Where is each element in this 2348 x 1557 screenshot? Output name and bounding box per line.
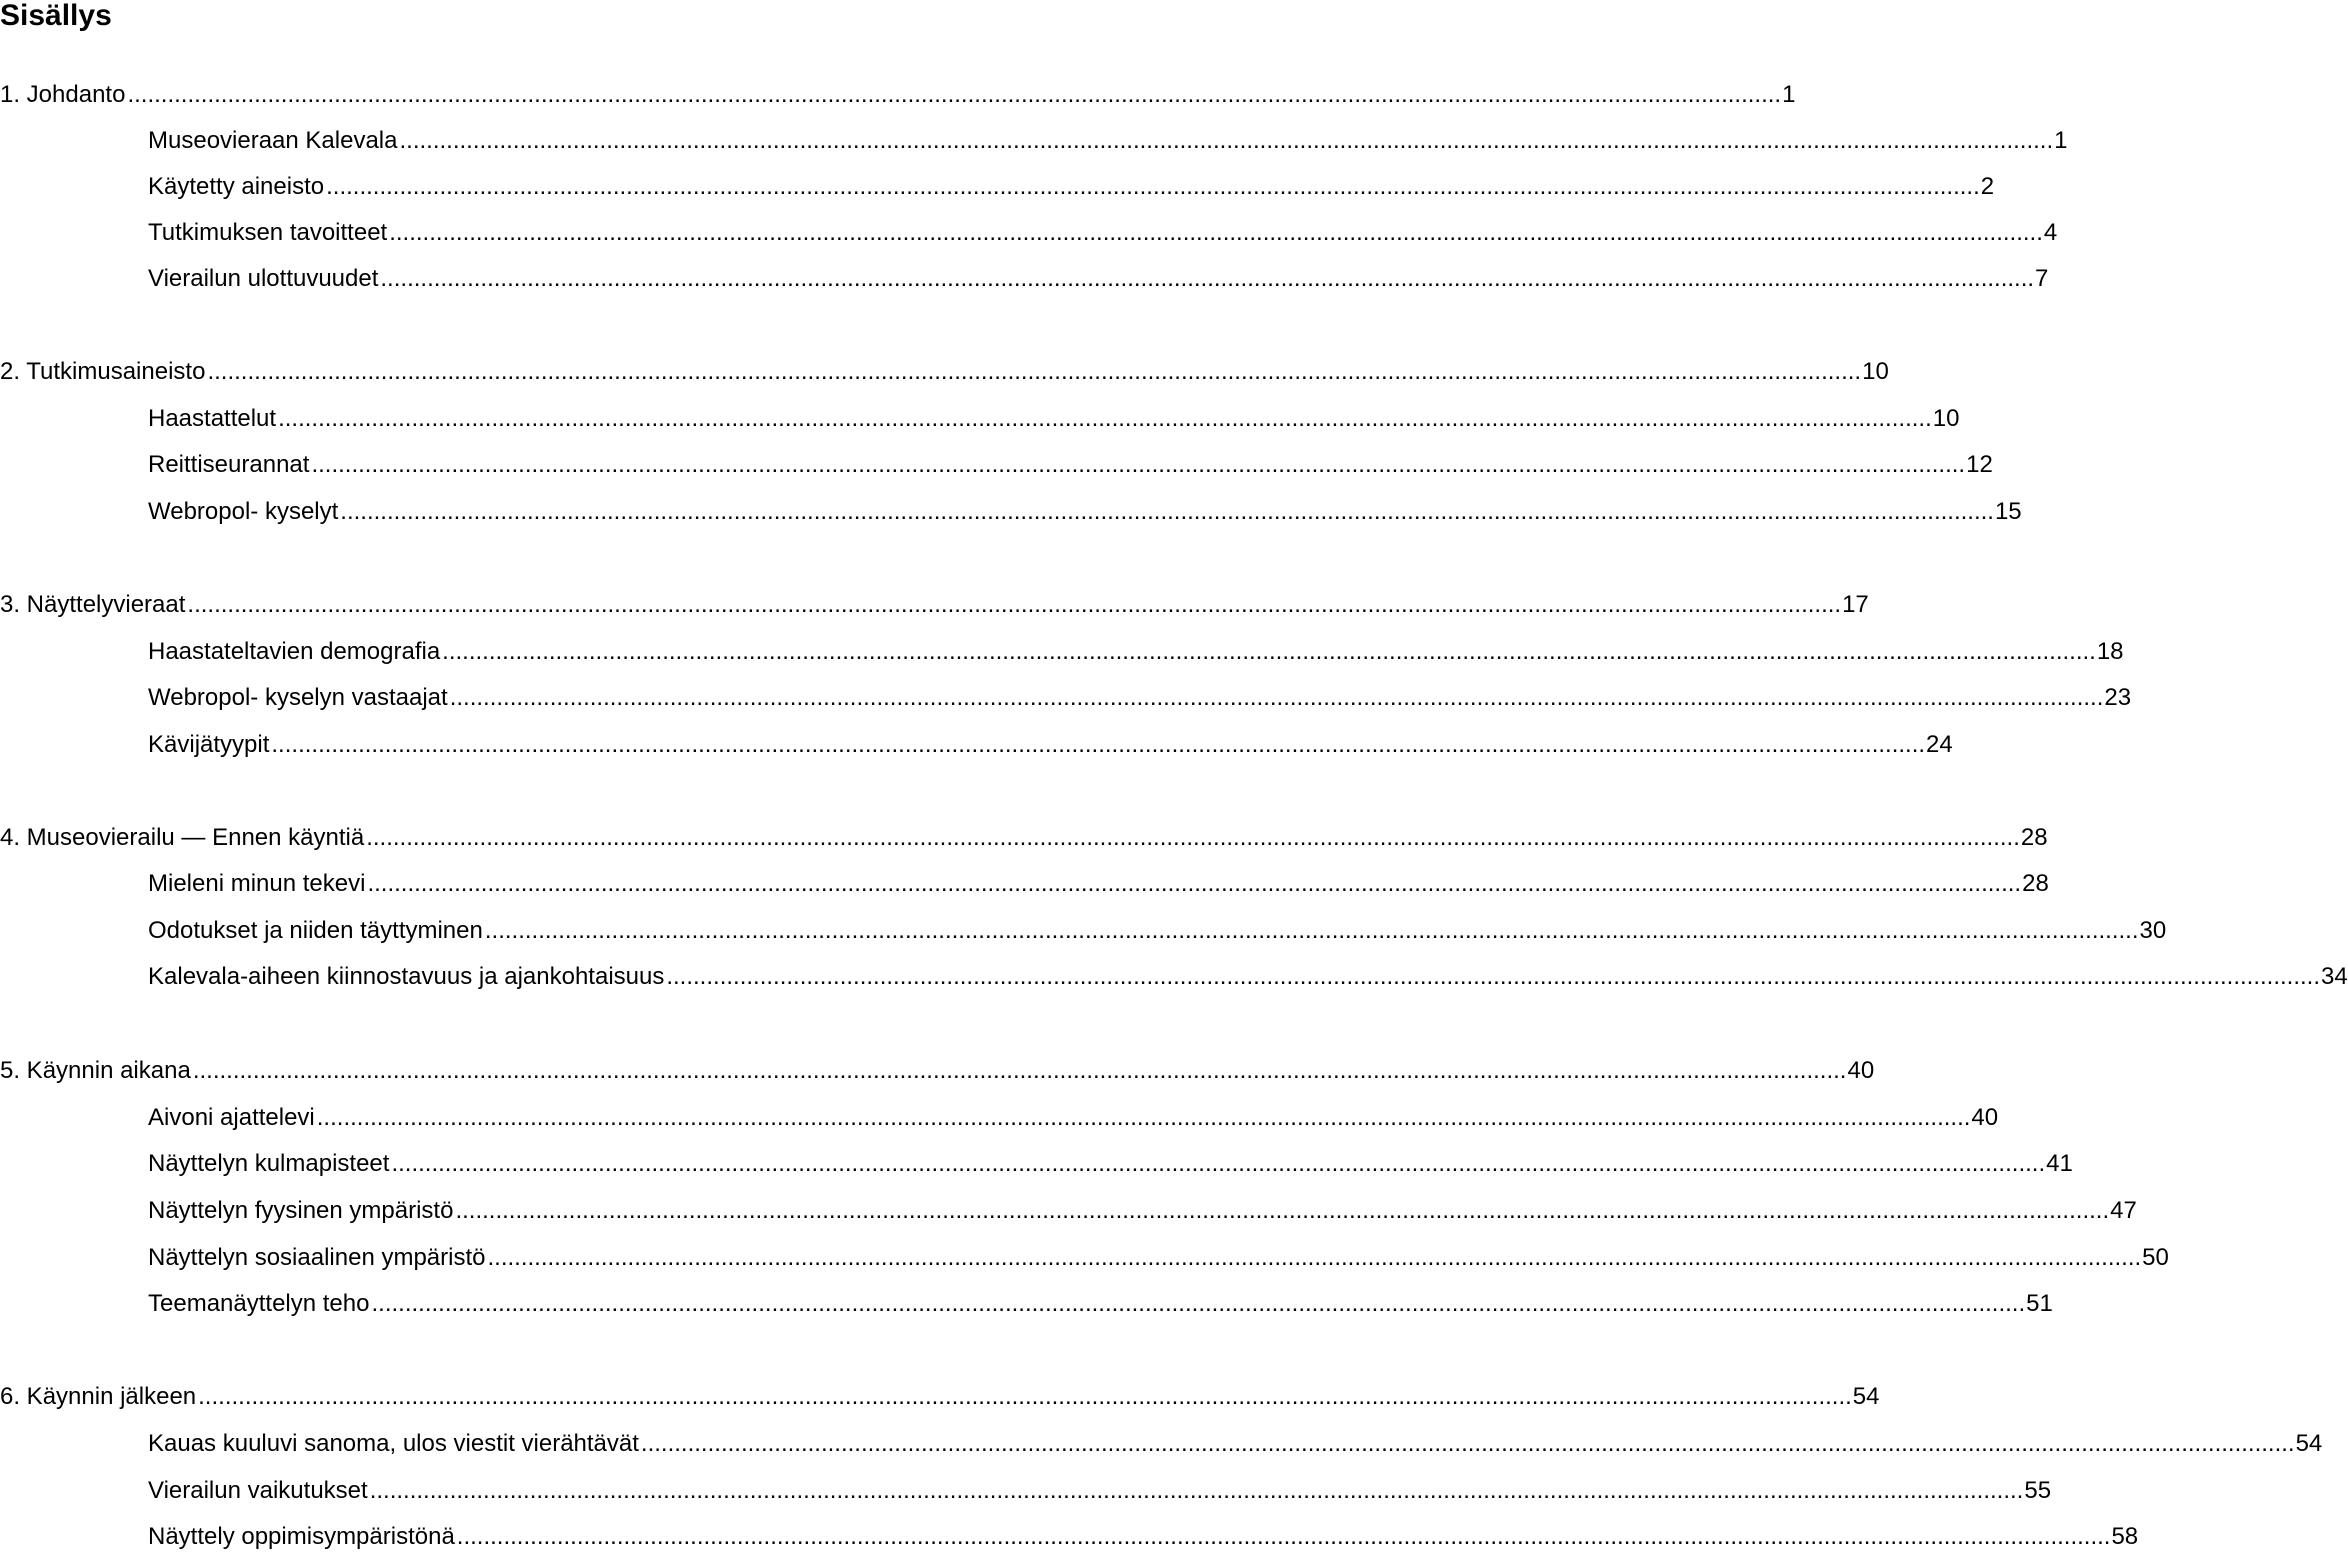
toc-dot-leader: ........................................................................................................................................................................................................................................................ <box>198 1383 1852 1410</box>
toc-entry-label: 6. Käynnin jälkeen <box>0 1383 197 1410</box>
toc-entry-label: Haastattelut <box>148 405 277 432</box>
toc-entry[interactable] <box>148 730 1953 760</box>
toc-entry-page-number: 28 <box>2022 870 2049 897</box>
toc-entry-page-number: 2 <box>1980 173 1995 200</box>
toc-entry-label: Webropol- kyselyt <box>148 498 339 525</box>
toc-entry-label: Tutkimuksen tavoitteet <box>148 219 388 246</box>
toc-entry[interactable] <box>0 357 1889 387</box>
toc-entry[interactable] <box>148 1476 2052 1506</box>
toc-entry-page-number: 47 <box>2110 1197 2137 1224</box>
toc-entry[interactable] <box>148 450 1993 480</box>
toc-dot-leader: ........................................................................................................................................................................................................................................................ <box>192 1057 1847 1084</box>
toc-entry[interactable] <box>0 823 2048 853</box>
toc-dot-leader: ........................................................................................................................................................................................................................................................ <box>456 1523 2111 1550</box>
toc-entry-label: Webropol- kyselyn vastaajat <box>148 684 448 711</box>
toc-dot-leader: ........................................................................................................................................................................................................................................................ <box>391 1150 2046 1177</box>
toc-dot-leader: ........................................................................................................................................................................................................................................................ <box>127 81 1782 108</box>
toc-entry-page-number: 23 <box>2104 684 2132 711</box>
toc-entry-label: Haastateltavien demografia <box>148 638 441 665</box>
toc-dot-leader: ........................................................................................................................................................................................................................................................ <box>366 824 2020 851</box>
toc-entry[interactable] <box>148 264 2049 294</box>
toc-dot-leader: ........................................................................................................................................................................................................................................................ <box>271 731 1926 758</box>
toc-dot-leader: ........................................................................................................................................................................................................................................................ <box>316 1104 1971 1131</box>
toc-entry-page-number: 10 <box>1862 358 1889 385</box>
toc-entry-label: 5. Käynnin aikana <box>0 1057 191 1084</box>
toc-entry-label: Aivoni ajattelevi <box>148 1104 315 1131</box>
toc-entry[interactable] <box>148 1196 2137 1226</box>
toc-dot-leader: ........................................................................................................................................................................................................................................................ <box>371 1290 2026 1317</box>
toc-dot-leader: ........................................................................................................................................................................................................................................................ <box>399 127 2054 154</box>
toc-dot-leader: ........................................................................................................................................................................................................................................................ <box>455 1197 2110 1224</box>
toc-entry[interactable] <box>148 683 2132 713</box>
toc-entry-label: Kalevala-aiheen kiinnostavuus ja ajankohtaisuus <box>148 963 665 990</box>
toc-dot-leader: ........................................................................................................................................................................................................................................................ <box>367 870 2022 897</box>
toc-entry-page-number: 24 <box>1926 731 1953 758</box>
toc-entry-label: Odotukset ja niiden täyttyminen <box>148 917 483 944</box>
toc-entry-page-number: 18 <box>2096 638 2124 665</box>
toc-entry-label: Näyttely oppimisympäristönä <box>148 1523 455 1550</box>
toc-dot-leader: ........................................................................................................................................................................................................................................................ <box>187 591 1842 618</box>
toc-entry-page-number: 12 <box>1966 451 1993 478</box>
toc-dot-leader: ........................................................................................................................................................................................................................................................ <box>380 265 2035 292</box>
toc-entry[interactable] <box>148 218 2058 248</box>
toc-entry-label: Reittiseurannat <box>148 451 310 478</box>
toc-entry-page-number: 34 <box>2321 963 2348 990</box>
toc-entry[interactable] <box>148 916 2167 946</box>
toc-entry-label: Kävijätyypit <box>148 731 270 758</box>
toc-entry-page-number: 55 <box>2024 1477 2052 1504</box>
toc-entry[interactable] <box>0 80 1796 110</box>
toc-dot-leader: ........................................................................................................................................................................................................................................................ <box>326 173 1980 200</box>
toc-entry[interactable] <box>148 1149 2073 1179</box>
toc-entry-label: 4. Museovierailu — Ennen käyntiä <box>0 824 365 851</box>
toc-entry-page-number: 7 <box>2035 265 2049 292</box>
toc-entry[interactable] <box>148 962 2348 992</box>
toc-entry-label: 3. Näyttelyvieraat <box>0 591 186 618</box>
toc-entry-page-number: 28 <box>2020 824 2048 851</box>
toc-dot-leader: ........................................................................................................................................................................................................................................................ <box>666 963 2320 990</box>
toc-dot-leader: ........................................................................................................................................................................................................................................................ <box>311 451 1966 478</box>
toc-entry-page-number: 17 <box>1842 591 1869 618</box>
toc-entry-label: Vierailun vaikutukset <box>148 1477 368 1504</box>
toc-entry-page-number: 1 <box>2054 127 2068 154</box>
toc-entry-label: Näyttelyn sosiaalinen ympäristö <box>148 1244 486 1271</box>
toc-dot-leader: ........................................................................................................................................................................................................................................................ <box>207 358 1862 385</box>
toc-entry-label: Vierailun ulottuvuudet <box>148 265 379 292</box>
toc-entry-page-number: 54 <box>1852 1383 1880 1410</box>
toc-entry-label: 1. Johdanto <box>0 81 126 108</box>
toc-entry[interactable] <box>148 497 2022 527</box>
toc-dot-leader: ........................................................................................................................................................................................................................................................ <box>640 1430 2295 1457</box>
toc-dot-leader: ........................................................................................................................................................................................................................................................ <box>369 1477 2024 1504</box>
toc-entry[interactable] <box>148 1522 2139 1552</box>
toc-entry-page-number: 1 <box>1782 81 1796 108</box>
toc-entry[interactable] <box>148 1243 2169 1273</box>
toc-entry-label: Teemanäyttelyn teho <box>148 1290 370 1317</box>
toc-entry[interactable] <box>148 172 1995 202</box>
toc-entry[interactable] <box>148 126 2068 156</box>
toc-entry[interactable] <box>148 1429 2323 1459</box>
toc-dot-leader: ........................................................................................................................................................................................................................................................ <box>484 917 2139 944</box>
page-title: Sisällys <box>0 0 112 32</box>
toc-entry[interactable] <box>148 404 1960 434</box>
toc-entry-label: Mieleni minun tekevi <box>148 870 366 897</box>
toc-dot-leader: ........................................................................................................................................................................................................................................................ <box>278 405 1932 432</box>
toc-entry[interactable] <box>0 590 1869 620</box>
toc-entry-page-number: 40 <box>1847 1057 1875 1084</box>
toc-entry-label: Näyttelyn fyysinen ympäristö <box>148 1197 454 1224</box>
toc-entry[interactable] <box>148 1289 2053 1319</box>
toc-dot-leader: ........................................................................................................................................................................................................................................................ <box>449 684 2104 711</box>
toc-entry-page-number: 40 <box>1971 1104 1999 1131</box>
toc-entry-label: Kauas kuuluvi sanoma, ulos viestit vierähtävät <box>148 1430 639 1457</box>
toc-entry-page-number: 51 <box>2026 1290 2053 1317</box>
toc-dot-leader: ........................................................................................................................................................................................................................................................ <box>487 1244 2142 1271</box>
toc-entry-label: Näyttelyn kulmapisteet <box>148 1150 390 1177</box>
toc-entry-page-number: 15 <box>1994 498 2022 525</box>
toc-entry-page-number: 30 <box>2139 917 2167 944</box>
toc-entry-page-number: 58 <box>2111 1523 2139 1550</box>
toc-entry-label: 2. Tutkimusaineisto <box>0 358 206 385</box>
toc-entry-page-number: 41 <box>2046 1150 2073 1177</box>
toc-dot-leader: ........................................................................................................................................................................................................................................................ <box>389 219 2043 246</box>
toc-entry[interactable] <box>148 637 2124 667</box>
toc-entry-page-number: 4 <box>2043 219 2058 246</box>
toc-entry-page-number: 50 <box>2142 1244 2169 1271</box>
toc-entry-label: Museovieraan Kalevala <box>148 127 398 154</box>
toc-entry-label: Käytetty aineisto <box>148 173 325 200</box>
toc-entry-page-number: 54 <box>2295 1430 2323 1457</box>
toc-entry-page-number: 10 <box>1932 405 1960 432</box>
toc-entry[interactable] <box>0 1382 1880 1412</box>
toc-dot-leader: ........................................................................................................................................................................................................................................................ <box>340 498 1994 525</box>
toc-entry[interactable] <box>148 869 2049 899</box>
toc-entry[interactable] <box>148 1103 1999 1133</box>
toc-entry[interactable] <box>0 1056 1875 1086</box>
toc-dot-leader: ........................................................................................................................................................................................................................................................ <box>442 638 2096 665</box>
